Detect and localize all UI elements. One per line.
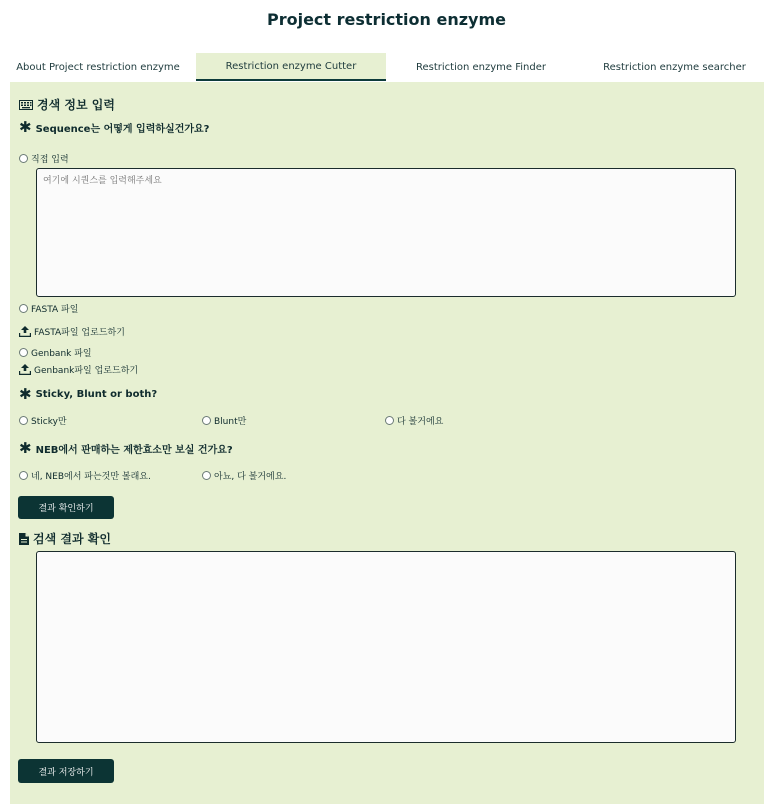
- radio-circle[interactable]: [19, 304, 28, 313]
- page-title: Project restriction enzyme: [266, 10, 506, 29]
- radio-circle[interactable]: [202, 416, 211, 425]
- radio-circle[interactable]: [19, 348, 28, 357]
- radio-circle[interactable]: [385, 416, 394, 425]
- upload-icon: [19, 326, 31, 337]
- result-section-title: 검색 결과 확인: [33, 532, 111, 546]
- sequence-question-text: Sequence는 어떻게 입력하실건가요?: [35, 124, 210, 135]
- result-section-header: [19, 530, 111, 547]
- sequence-input[interactable]: [36, 168, 736, 297]
- result-output[interactable]: [36, 551, 736, 743]
- check-results-button[interactable]: 결과 확인하기: [18, 496, 114, 519]
- input-section-title: 경색 정보 입력: [37, 98, 115, 112]
- radio-both[interactable]: [385, 414, 443, 427]
- radio-circle[interactable]: [202, 471, 211, 480]
- radio-genbank-label: Genbank 파일: [31, 349, 92, 359]
- tab-searcher[interactable]: Restriction enzyme searcher: [603, 61, 746, 73]
- radio-blunt-label: Blunt만: [214, 417, 247, 427]
- cutter-panel: [10, 82, 764, 804]
- document-icon: [19, 533, 29, 545]
- fasta-upload-button[interactable]: [19, 325, 125, 338]
- radio-sticky-label: Sticky만: [31, 417, 67, 427]
- radio-fasta[interactable]: [19, 302, 78, 315]
- radio-both-label: 다 볼거에요: [397, 417, 444, 427]
- radio-neb-all-label: 아뇨, 다 볼거에요.: [214, 472, 287, 482]
- radio-direct-input[interactable]: [19, 152, 69, 165]
- input-section-header: [19, 96, 115, 113]
- radio-neb-only-label: 네, NEB에서 파는것만 볼래요.: [31, 472, 151, 482]
- radio-fasta-label: FASTA 파일: [31, 305, 79, 315]
- sequence-question: [19, 120, 209, 135]
- genbank-upload-label: Genbank파일 업로드하기: [34, 366, 139, 376]
- radio-direct-input-label: 직접 입력: [31, 155, 69, 165]
- radio-genbank[interactable]: [19, 346, 92, 359]
- asterisk-icon: ✱: [19, 118, 32, 136]
- neb-question-text: NEB에서 판매하는 제한효소만 보실 건가요?: [35, 445, 233, 456]
- fasta-upload-label: FASTA파일 업로드하기: [34, 328, 125, 338]
- radio-neb-all[interactable]: [202, 469, 286, 482]
- radio-circle[interactable]: [19, 154, 28, 163]
- neb-question: [19, 441, 233, 456]
- radio-blunt[interactable]: [202, 414, 246, 427]
- sticky-question-text: Sticky, Blunt or both?: [35, 389, 158, 400]
- tab-finder[interactable]: Restriction enzyme Finder: [416, 61, 546, 73]
- radio-circle[interactable]: [19, 416, 28, 425]
- tab-bar: [0, 53, 773, 81]
- asterisk-icon: ✱: [19, 439, 32, 457]
- save-results-button[interactable]: 결과 저장하기: [18, 759, 114, 783]
- keyboard-icon: [19, 100, 33, 110]
- tab-cutter[interactable]: Restriction enzyme Cutter: [196, 53, 386, 81]
- upload-icon: [19, 364, 31, 375]
- tab-about[interactable]: About Project restriction enzyme: [16, 61, 180, 73]
- asterisk-icon: ✱: [19, 385, 32, 403]
- genbank-upload-button[interactable]: [19, 363, 138, 376]
- radio-circle[interactable]: [19, 471, 28, 480]
- radio-neb-only[interactable]: [19, 469, 151, 482]
- sticky-question: [19, 387, 157, 402]
- radio-sticky[interactable]: [19, 414, 67, 427]
